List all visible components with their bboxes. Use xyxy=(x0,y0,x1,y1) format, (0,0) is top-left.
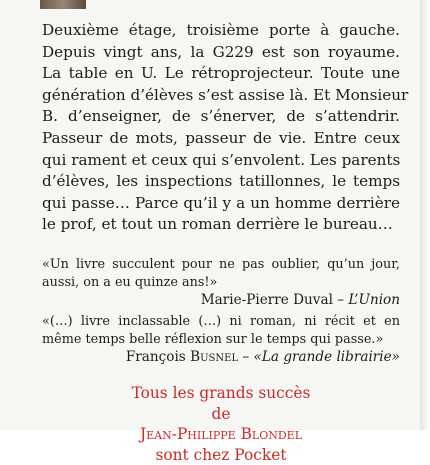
quote-line: «(…) livre inclassable (…) ni roman, ni récit et en xyxy=(42,313,400,331)
blurb-line: qui passe… Parce qu’il y a un homme derrière xyxy=(42,193,400,215)
blurb-line: La table en U. Le rétroprojecteur. Toute une xyxy=(42,63,400,85)
quote-line: même temps belle réflexion sur le temps qui passe.» xyxy=(42,331,400,349)
attribution-dash: – xyxy=(242,349,249,365)
blurb-line: le prof, et tout un roman derrière le bureau… xyxy=(42,214,400,236)
promo-line-1: Tous les grands succès xyxy=(42,383,400,404)
author-photo-edge xyxy=(40,0,86,9)
quote-author: Marie-Pierre Duval xyxy=(201,292,333,308)
blurb-line: génération d’élèves s’est assise là. Et Monsieur xyxy=(42,85,400,107)
blurb-line: qui rament et ceux qui s’envolent. Les parents xyxy=(42,150,400,172)
blurb-line: Depuis vingt ans, la G229 est son royaume. xyxy=(42,42,400,64)
press-quote-grande-librairie xyxy=(42,313,400,367)
quote-attribution xyxy=(42,348,400,367)
quote-line: «Un livre succulent pour ne pas oublier, qu’un jour, xyxy=(42,256,400,274)
promo-line-2 xyxy=(42,404,400,465)
promo-prefix: de xyxy=(42,404,400,425)
quote-attribution xyxy=(42,291,400,310)
attribution-dash: – xyxy=(337,292,344,308)
promo-author-name: Jean-Philippe Blondel xyxy=(42,424,400,445)
quote-author-first: François xyxy=(126,349,186,365)
blurb-line: Deuxième étage, troisième porte à gauche. xyxy=(42,20,400,42)
blurb-line: d’élèves, les inspections tatillonnes, le temps xyxy=(42,171,400,193)
blurb-line: B. d’enseigner, de s’énerver, de s’attendrir. xyxy=(42,106,400,128)
blurb-paragraph xyxy=(42,20,400,236)
press-quote-lunion xyxy=(42,256,400,310)
publisher-promo xyxy=(42,383,400,465)
quote-source: L’Union xyxy=(348,292,400,308)
promo-suffix: sont chez Pocket xyxy=(42,445,400,465)
quote-author-last: Busnel xyxy=(190,349,238,365)
quote-source: «La grande librairie» xyxy=(254,349,400,365)
quote-line: aussi, on a eu quinze ans!» xyxy=(42,274,400,292)
cover-edge xyxy=(420,0,430,430)
blurb-line: Passeur de mots, passeur de vie. Entre ceux xyxy=(42,128,400,150)
